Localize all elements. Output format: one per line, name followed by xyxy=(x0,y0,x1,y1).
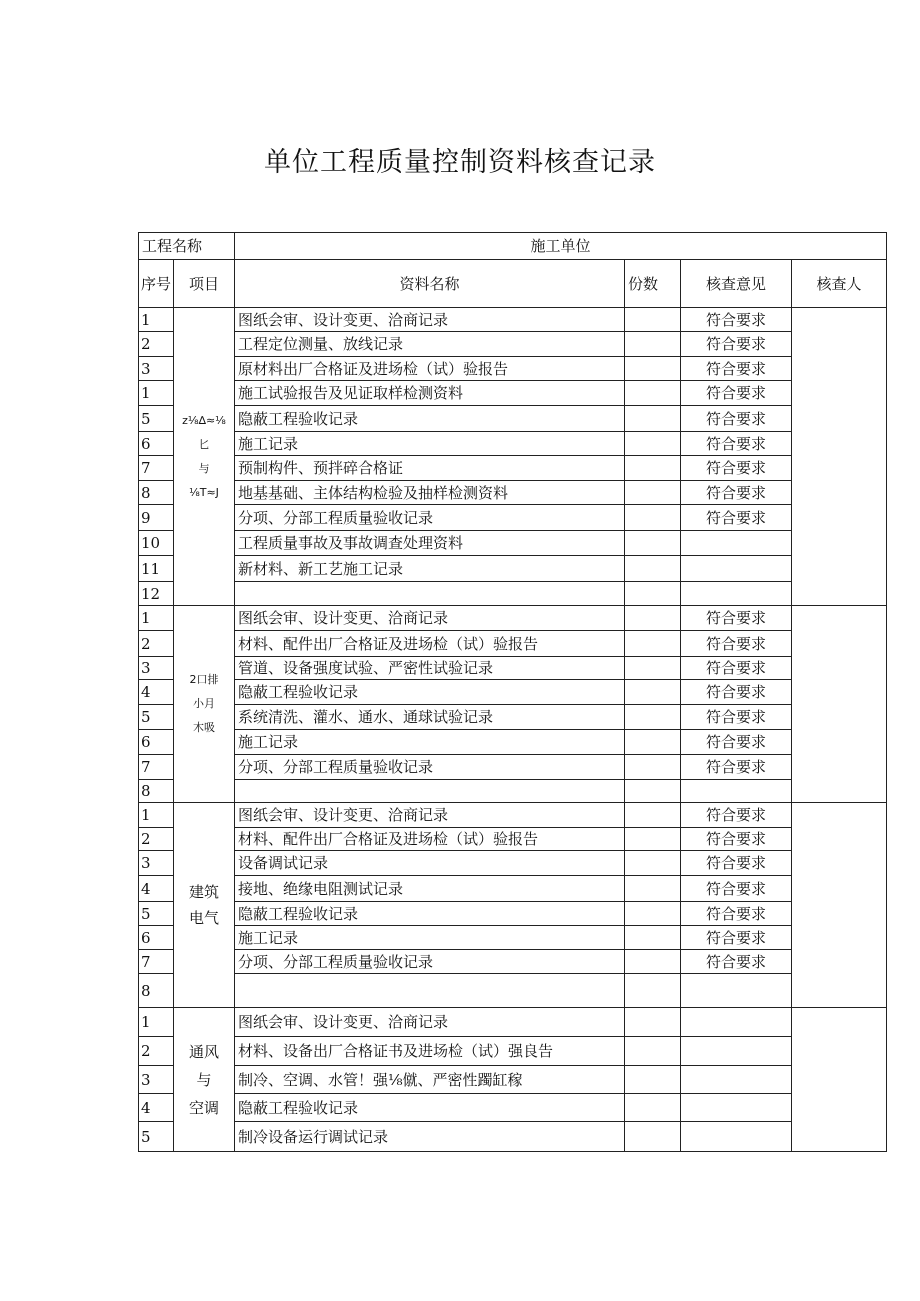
copies-cell xyxy=(625,950,681,974)
item-category-cell xyxy=(174,308,235,606)
opinion-cell: 符合要求 xyxy=(681,657,792,680)
copies-cell xyxy=(625,803,681,828)
opinion-cell: 符合要求 xyxy=(681,950,792,974)
doc-name-header: 资料名称 xyxy=(235,260,625,308)
seq-cell: 6 xyxy=(139,730,174,755)
table-row xyxy=(139,381,887,406)
doc-name-cell: 施工记录 xyxy=(235,926,625,950)
copies-cell xyxy=(625,755,681,780)
doc-name-cell: 工程定位测量、放线记录 xyxy=(235,332,625,357)
checker-cell xyxy=(792,803,887,1008)
table-row xyxy=(139,631,887,657)
copies-cell xyxy=(625,481,681,505)
seq-cell: 7 xyxy=(139,456,174,481)
table-row xyxy=(139,357,887,381)
table-row xyxy=(139,755,887,780)
doc-name-cell: 图纸会审、设计变更、洽商记录 xyxy=(235,606,625,631)
seq-cell: 8 xyxy=(139,780,174,803)
seq-cell: 1 xyxy=(139,1008,174,1037)
opinion-cell: 符合要求 xyxy=(681,308,792,332)
table-row xyxy=(139,705,887,730)
table-row xyxy=(139,851,887,876)
copies-cell xyxy=(625,974,681,1008)
doc-name-cell: 隐蔽工程验收记录 xyxy=(235,406,625,432)
seq-cell: 8 xyxy=(139,974,174,1008)
doc-name-cell: 新材料、新工艺施工记录 xyxy=(235,556,625,582)
table-row xyxy=(139,974,887,1008)
table-row xyxy=(139,432,887,456)
opinion-cell: 符合要求 xyxy=(681,680,792,705)
checker-cell xyxy=(792,1008,887,1152)
table-row xyxy=(139,1122,887,1152)
doc-name-cell: 材料、配件出厂合格证及进场检（试）验报告 xyxy=(235,828,625,851)
copies-cell xyxy=(625,828,681,851)
project-name-label: 工程名称 xyxy=(139,233,235,260)
table-row xyxy=(139,406,887,432)
copies-cell xyxy=(625,381,681,406)
table-row xyxy=(139,531,887,556)
opinion-cell: 符合要求 xyxy=(681,481,792,505)
doc-name-cell: 工程质量事故及事故调查处理资料 xyxy=(235,531,625,556)
seq-cell: 7 xyxy=(139,950,174,974)
seq-cell: 4 xyxy=(139,680,174,705)
table-row xyxy=(139,1008,887,1037)
doc-name-cell: 图纸会审、设计变更、洽商记录 xyxy=(235,1008,625,1037)
copies-cell xyxy=(625,926,681,950)
item-category-line: ⅛T≈J xyxy=(189,485,219,499)
seq-cell: 6 xyxy=(139,432,174,456)
opinion-cell: 符合要求 xyxy=(681,730,792,755)
seq-cell: 1 xyxy=(139,308,174,332)
opinion-cell: 符合要求 xyxy=(681,851,792,876)
seq-cell: 3 xyxy=(139,851,174,876)
table-row xyxy=(139,803,887,828)
doc-name-cell: 设备调试记录 xyxy=(235,851,625,876)
copies-cell xyxy=(625,780,681,803)
copies-cell xyxy=(625,456,681,481)
seq-cell: 3 xyxy=(139,357,174,381)
doc-name-cell: 制冷设备运行调试记录 xyxy=(235,1122,625,1152)
opinion-cell xyxy=(681,780,792,803)
seq-cell: 1 xyxy=(139,606,174,631)
seq-cell: 1 xyxy=(139,803,174,828)
copies-cell xyxy=(625,406,681,432)
item-category-cell xyxy=(174,606,235,803)
copies-cell xyxy=(625,432,681,456)
table-row xyxy=(139,950,887,974)
copies-cell xyxy=(625,505,681,531)
opinion-header: 核查意见 xyxy=(681,260,792,308)
seq-cell: 2 xyxy=(139,631,174,657)
item-category-line: 电气 xyxy=(189,909,220,927)
item-header: 项目 xyxy=(174,260,235,308)
review-table xyxy=(138,232,887,1152)
seq-cell: 9 xyxy=(139,505,174,531)
doc-name-cell xyxy=(235,780,625,803)
checker-header: 核查人 xyxy=(792,260,887,308)
copies-cell xyxy=(625,902,681,926)
seq-cell: 2 xyxy=(139,332,174,357)
opinion-cell: 符合要求 xyxy=(681,926,792,950)
doc-name-cell: 材料、配件出厂合格证及进场检（试）验报告 xyxy=(235,631,625,657)
table-row xyxy=(139,730,887,755)
opinion-cell: 符合要求 xyxy=(681,606,792,631)
table-row xyxy=(139,606,887,631)
table-row xyxy=(139,332,887,357)
seq-header: 序号 xyxy=(139,260,174,308)
opinion-cell xyxy=(681,1037,792,1066)
opinion-cell: 符合要求 xyxy=(681,803,792,828)
opinion-cell: 符合要求 xyxy=(681,876,792,902)
table-row xyxy=(139,505,887,531)
seq-cell: 6 xyxy=(139,926,174,950)
doc-name-cell: 系统清洗、灌水、通水、通球试验记录 xyxy=(235,705,625,730)
project-row xyxy=(139,233,887,260)
doc-name-cell: 施工试验报告及见证取样检测资料 xyxy=(235,381,625,406)
table-row xyxy=(139,582,887,606)
table-row xyxy=(139,876,887,902)
doc-name-cell: 图纸会审、设计变更、洽商记录 xyxy=(235,803,625,828)
checker-cell xyxy=(792,606,887,803)
opinion-cell xyxy=(681,1122,792,1152)
seq-cell: 12 xyxy=(139,582,174,606)
copies-cell xyxy=(625,851,681,876)
copies-cell xyxy=(625,531,681,556)
copies-cell xyxy=(625,1094,681,1122)
table-row xyxy=(139,456,887,481)
opinion-cell: 符合要求 xyxy=(681,828,792,851)
item-category-line: z⅛∆≈⅛ xyxy=(182,413,226,427)
doc-name-cell: 施工记录 xyxy=(235,730,625,755)
opinion-cell: 符合要求 xyxy=(681,357,792,381)
table-row xyxy=(139,926,887,950)
opinion-cell: 符合要求 xyxy=(681,332,792,357)
item-category-cell xyxy=(174,803,235,1008)
doc-name-cell: 制冷、空调、水管！强⅛僦、严密性躅缸稼 xyxy=(235,1066,625,1094)
item-category-cell xyxy=(174,1008,235,1152)
seq-cell: 11 xyxy=(139,556,174,582)
item-category-line: 空调 xyxy=(189,1098,220,1117)
opinion-cell: 符合要求 xyxy=(681,631,792,657)
copies-cell xyxy=(625,606,681,631)
table-row xyxy=(139,1094,887,1122)
opinion-cell xyxy=(681,1008,792,1037)
doc-name-cell: 隐蔽工程验收记录 xyxy=(235,680,625,705)
doc-name-cell: 管道、设备强度试验、严密性试验记录 xyxy=(235,657,625,680)
copies-header: 份数 xyxy=(625,260,681,308)
seq-cell: 5 xyxy=(139,406,174,432)
construction-unit-label: 施工单位 xyxy=(235,233,887,260)
doc-name-cell: 图纸会审、设计变更、洽商记录 xyxy=(235,308,625,332)
seq-cell: 4 xyxy=(139,1094,174,1122)
item-category-line: 通风 xyxy=(189,1042,220,1061)
doc-name-cell xyxy=(235,974,625,1008)
copies-cell xyxy=(625,582,681,606)
opinion-cell: 符合要求 xyxy=(681,381,792,406)
table-row xyxy=(139,308,887,332)
opinion-cell xyxy=(681,531,792,556)
item-category-line: 2口排 xyxy=(189,673,219,686)
doc-name-cell: 地基基础、主体结构检验及抽样检测资料 xyxy=(235,481,625,505)
copies-cell xyxy=(625,876,681,902)
checker-cell xyxy=(792,308,887,606)
doc-name-cell: 原材料出厂合格证及进场检（试）验报告 xyxy=(235,357,625,381)
table-row xyxy=(139,657,887,680)
seq-cell: 4 xyxy=(139,876,174,902)
copies-cell xyxy=(625,1037,681,1066)
opinion-cell: 符合要求 xyxy=(681,456,792,481)
doc-name-cell: 隐蔽工程验收记录 xyxy=(235,1094,625,1122)
copies-cell xyxy=(625,631,681,657)
seq-cell: 5 xyxy=(139,1122,174,1152)
doc-name-cell: 材料、设备出厂合格证书及进场检（试）强良告 xyxy=(235,1037,625,1066)
opinion-cell xyxy=(681,974,792,1008)
copies-cell xyxy=(625,1066,681,1094)
opinion-cell xyxy=(681,582,792,606)
seq-cell: 3 xyxy=(139,1066,174,1094)
seq-cell: 10 xyxy=(139,531,174,556)
copies-cell xyxy=(625,680,681,705)
seq-cell: 1 xyxy=(139,381,174,406)
seq-cell: 8 xyxy=(139,481,174,505)
seq-cell: 7 xyxy=(139,755,174,780)
doc-name-cell: 接地、绝缘电阻测试记录 xyxy=(235,876,625,902)
copies-cell xyxy=(625,1122,681,1152)
item-category-line: 与 xyxy=(198,461,210,475)
copies-cell xyxy=(625,730,681,755)
item-category-line: 建筑 xyxy=(189,883,220,901)
opinion-cell xyxy=(681,1066,792,1094)
copies-cell xyxy=(625,332,681,357)
table-row xyxy=(139,902,887,926)
table-row xyxy=(139,1066,887,1094)
page-title: 单位工程质量控制资料核查记录 xyxy=(264,147,656,178)
header-row xyxy=(139,260,887,308)
table-row xyxy=(139,828,887,851)
table-row xyxy=(139,780,887,803)
table-row xyxy=(139,680,887,705)
item-category-line: 小月 xyxy=(193,697,215,710)
opinion-cell: 符合要求 xyxy=(681,705,792,730)
copies-cell xyxy=(625,357,681,381)
doc-name-cell: 预制构件、预拌碎合格证 xyxy=(235,456,625,481)
opinion-cell: 符合要求 xyxy=(681,505,792,531)
copies-cell xyxy=(625,1008,681,1037)
doc-name-cell: 隐蔽工程验收记录 xyxy=(235,902,625,926)
copies-cell xyxy=(625,308,681,332)
table-row xyxy=(139,1037,887,1066)
doc-name-cell xyxy=(235,582,625,606)
opinion-cell xyxy=(681,556,792,582)
item-category-line: 匕 xyxy=(198,437,210,451)
table-row xyxy=(139,556,887,582)
opinion-cell xyxy=(681,1094,792,1122)
copies-cell xyxy=(625,556,681,582)
doc-name-cell: 施工记录 xyxy=(235,432,625,456)
seq-cell: 2 xyxy=(139,828,174,851)
doc-name-cell: 分项、分部工程质量验收记录 xyxy=(235,950,625,974)
doc-name-cell: 分项、分部工程质量验收记录 xyxy=(235,755,625,780)
copies-cell xyxy=(625,705,681,730)
seq-cell: 3 xyxy=(139,657,174,680)
opinion-cell: 符合要求 xyxy=(681,432,792,456)
item-category-line: 与 xyxy=(196,1070,212,1089)
seq-cell: 5 xyxy=(139,902,174,926)
seq-cell: 2 xyxy=(139,1037,174,1066)
doc-name-cell: 分项、分部工程质量验收记录 xyxy=(235,505,625,531)
table-row xyxy=(139,481,887,505)
opinion-cell: 符合要求 xyxy=(681,902,792,926)
opinion-cell: 符合要求 xyxy=(681,755,792,780)
seq-cell: 5 xyxy=(139,705,174,730)
item-category-line: 木吸 xyxy=(193,721,215,734)
copies-cell xyxy=(625,657,681,680)
opinion-cell: 符合要求 xyxy=(681,406,792,432)
